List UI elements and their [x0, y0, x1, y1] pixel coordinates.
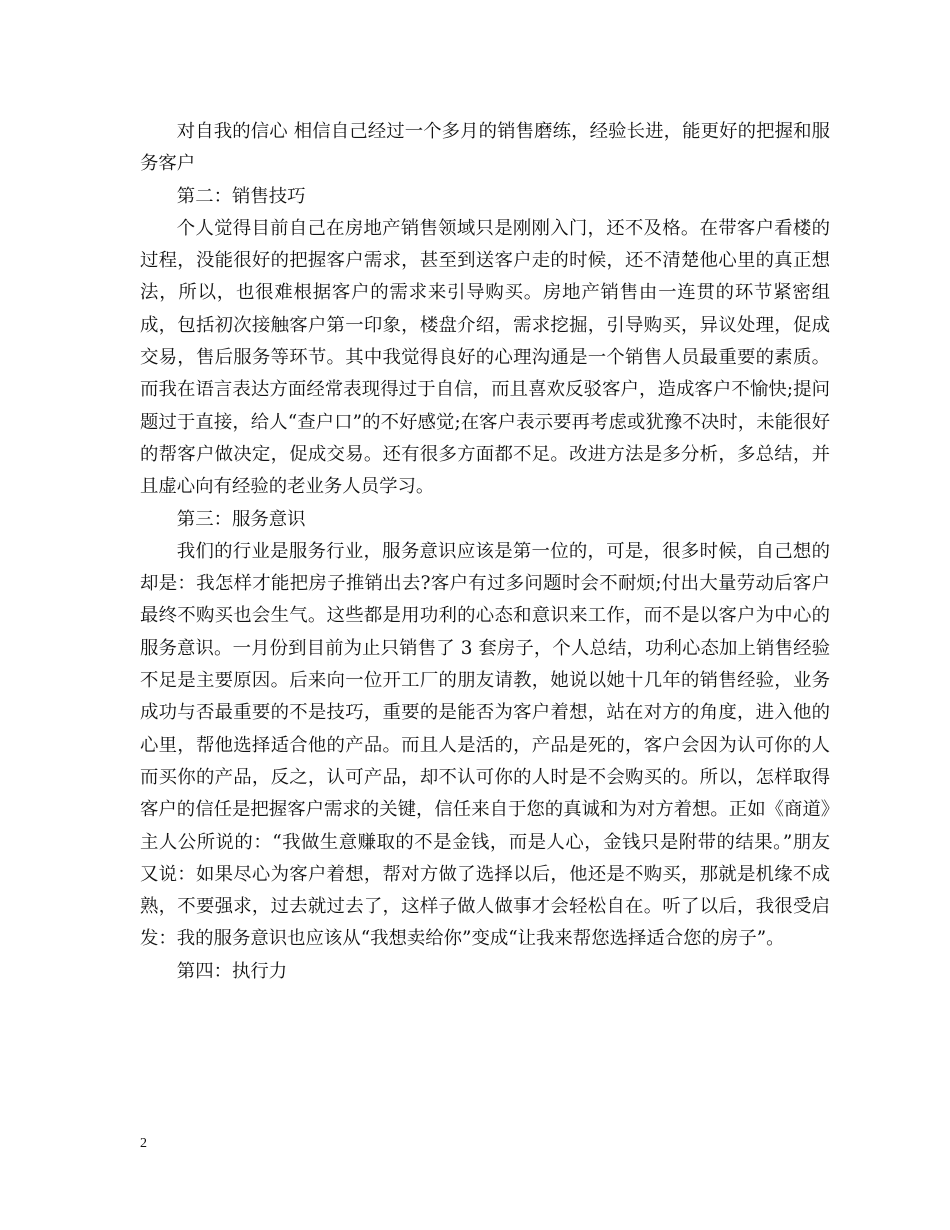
heading-service-awareness: 第三：服务意识: [176, 508, 306, 530]
paragraph-service-awareness: 我们的行业是服务行业，服务意识应该是第一位的，可是，很多时候，自己想的却是：我怎样才能把房子推销出去?客户有过多问题时会不耐烦;付出大量劳动后客户最终不购买也会生气。这些都是用功利的心态和意识来工作，而不是以客户为中心的服务意识。一月份到目前为止只销售了 3 套房子，个人总结，功利心态加上销售经验不足是主要原因。后来向一位开工厂的朋友请教，她说以她十几年的销售经验，业务成功与否最重要的不是技巧，重要的是能否为客户着想，站在对方的角度，进入他的心里，帮他选择适合他的产品。而且人是活的，产品是死的，客户会因为认可你的人而买你的产品，反之，认可产品，却不认可你的人时是不会购买的。所以，怎样取得客户的信任是把握客户需求的关键，信任来自于您的真诚和为对方着想。正如《商道》主人公所说的：“我做生意赚取的不是金钱，而是人心，金钱只是附带的结果。”朋友又说：如果尽心为客户着想，帮对方做了选择以后，他还是不购买，那就是机缘不成熟，不要强求，过去就过去了，这样子做人做事才会轻松自在。听了以后，我很受启发：我的服务意识也应该从“我想卖给你”变成“让我来帮您选择适合您的房子”。: [140, 540, 830, 950]
heading-execution: 第四：执行力: [176, 960, 288, 982]
document-body: [140, 116, 830, 988]
page-number: 2: [140, 1136, 147, 1151]
paragraph-confidence: 对自我的信心 相信自己经过一个多月的销售磨练，经验长进，能更好的把握和服务客户: [140, 121, 830, 175]
paragraph-sales-skills: 个人觉得目前自己在房地产销售领域只是刚刚入门，还不及格。在带客户看楼的过程，没能很好的把握客户需求，甚至到送客户走的时候，还不清楚他心里的真正想法，所以，也很难根据客户的需求来引导购买。房地产销售由一连贯的环节紧密组成，包括初次接触客户第一印象，楼盘介绍，需求挖掘，引导购买，异议处理，促成交易，售后服务等环节。其中我觉得良好的心理沟通是一个销售人员最重要的素质。而我在语言表达方面经常表现得过于自信，而且喜欢反驳客户，造成客户不愉快;提问题过于直接，给人“查户口”的不好感觉;在客户表示要再考虑或犹豫不决时，未能很好的帮客户做决定，促成交易。还有很多方面都不足。改进方法是多分析，多总结，并且虚心向有经验的老业务人员学习。: [140, 217, 830, 498]
heading-sales-skills: 第二：销售技巧: [176, 185, 306, 207]
